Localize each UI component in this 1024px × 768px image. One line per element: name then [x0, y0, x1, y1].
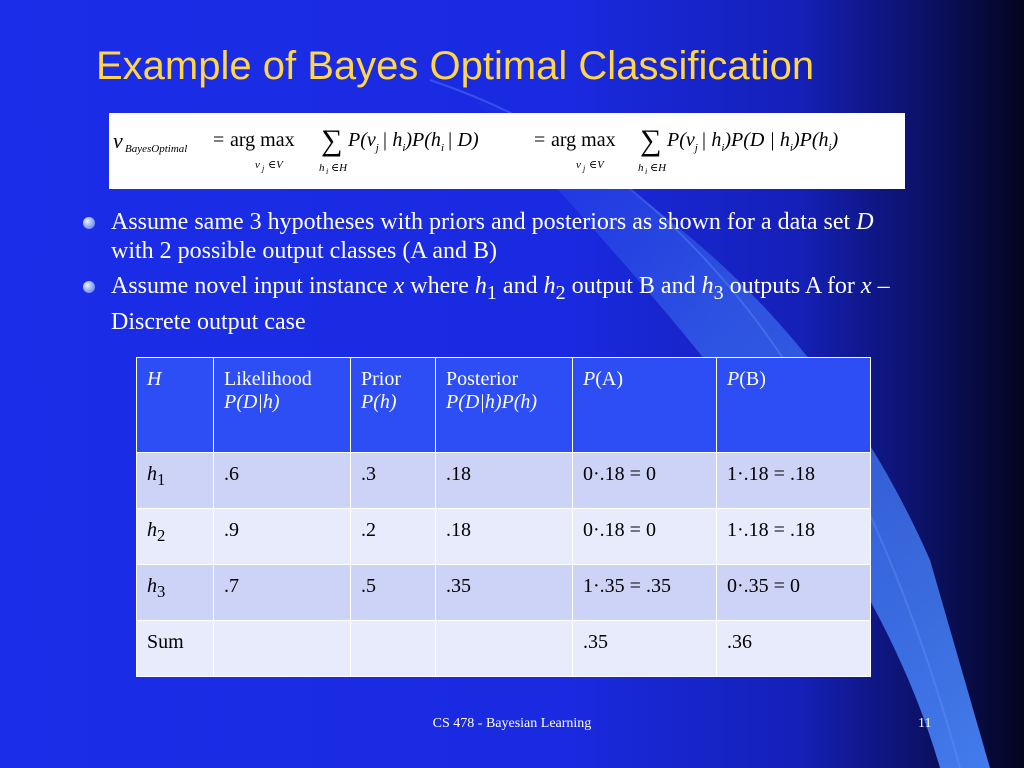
- bullet-item-1: Assume same 3 hypotheses with priors and posteriors as shown for a data set D with 2 possible output classes (A and B): [80, 208, 920, 266]
- cell-likelihood: .6: [214, 453, 351, 509]
- bayes-optimal-formula: [109, 113, 905, 189]
- cell-pb: 1·.18 = .18: [717, 453, 871, 509]
- formula-v: v: [113, 128, 123, 153]
- formula-under-in: ∈V: [268, 159, 283, 171]
- table-header-row: [137, 358, 871, 453]
- cell-hypothesis: $h_2$: [137, 509, 214, 565]
- cell-posterior: .35: [436, 565, 573, 621]
- bullet-list: [80, 208, 920, 343]
- cell-pa: 0·.18 = 0: [573, 453, 717, 509]
- bullet-dot-icon: [83, 217, 95, 229]
- table-sum-row: [137, 621, 871, 677]
- cell-empty: [351, 621, 436, 677]
- formula-eq2: =: [534, 129, 546, 151]
- header-posterior: Posterior P(D|h)P(h): [436, 358, 573, 453]
- formula-under2-in: ∈V: [589, 159, 604, 171]
- formula-argmax2: arg max: [551, 129, 616, 151]
- table-row: [137, 453, 871, 509]
- page-number: 11: [918, 716, 932, 731]
- bullet-dot-icon: [83, 281, 95, 293]
- cell-sum-pb: .36: [717, 621, 871, 677]
- cell-sum-label: Sum: [137, 621, 214, 677]
- cell-prior: .2: [351, 509, 436, 565]
- formula-sum: ∑: [321, 124, 343, 157]
- cell-likelihood: .7: [214, 565, 351, 621]
- header-prior: Prior P(h): [351, 358, 436, 453]
- formula-sum2: ∑: [640, 124, 662, 157]
- cell-hypothesis: $h_3$: [137, 565, 214, 621]
- table-row: [137, 509, 871, 565]
- slide-title: Example of Bayes Optimal Classification: [96, 44, 815, 88]
- cell-pb: 0·.35 = 0: [717, 565, 871, 621]
- hypothesis-table: [136, 357, 871, 677]
- cell-prior: .3: [351, 453, 436, 509]
- footer-course: CS 478 - Bayesian Learning: [432, 716, 592, 731]
- formula-under: v: [255, 159, 260, 171]
- formula-sum2-under-in: ∈H: [650, 162, 667, 174]
- cell-pa: 1·.35 = .35: [573, 565, 717, 621]
- formula-part2: $P(v_j$ | $h_i)P(D$ | $h_i)P(h_i)$: [667, 129, 839, 154]
- header-pb: P(B): [717, 358, 871, 453]
- cell-hypothesis: $h_1$: [137, 453, 214, 509]
- formula-box: [109, 113, 905, 189]
- formula-sum2-under-sub: i: [645, 167, 648, 176]
- cell-posterior: .18: [436, 509, 573, 565]
- formula-sum-under-in: ∈H: [331, 162, 348, 174]
- bullet-item-2: Assume novel input instance x where $h_1$ and $h_2$ output B and $h_3$ outputs A for x – Discrete output case: [80, 272, 920, 337]
- header-pa: P(A): [573, 358, 717, 453]
- cell-posterior: .18: [436, 453, 573, 509]
- formula-sum-under-sub: i: [326, 167, 329, 176]
- formula-under2-sub: j: [583, 164, 586, 173]
- cell-empty: [436, 621, 573, 677]
- formula-part1: $P(v_j$ | $h_i)P(h_i$ | D): [348, 129, 479, 154]
- formula-v-sub: BayesOptimal: [125, 143, 188, 155]
- table-row: [137, 565, 871, 621]
- formula-argmax: arg max: [230, 129, 295, 151]
- formula-under2: v: [576, 159, 581, 171]
- cell-pb: 1·.18 = .18: [717, 509, 871, 565]
- cell-empty: [214, 621, 351, 677]
- cell-likelihood: .9: [214, 509, 351, 565]
- formula-under-sub: j: [262, 164, 265, 173]
- header-likelihood: Likelihood P(D|h): [214, 358, 351, 453]
- formula-sum-under: h: [319, 162, 325, 174]
- formula-eq: =: [213, 129, 225, 151]
- cell-prior: .5: [351, 565, 436, 621]
- cell-sum-pa: .35: [573, 621, 717, 677]
- header-h: H: [137, 358, 214, 453]
- cell-pa: 0·.18 = 0: [573, 509, 717, 565]
- formula-sum2-under: h: [638, 162, 644, 174]
